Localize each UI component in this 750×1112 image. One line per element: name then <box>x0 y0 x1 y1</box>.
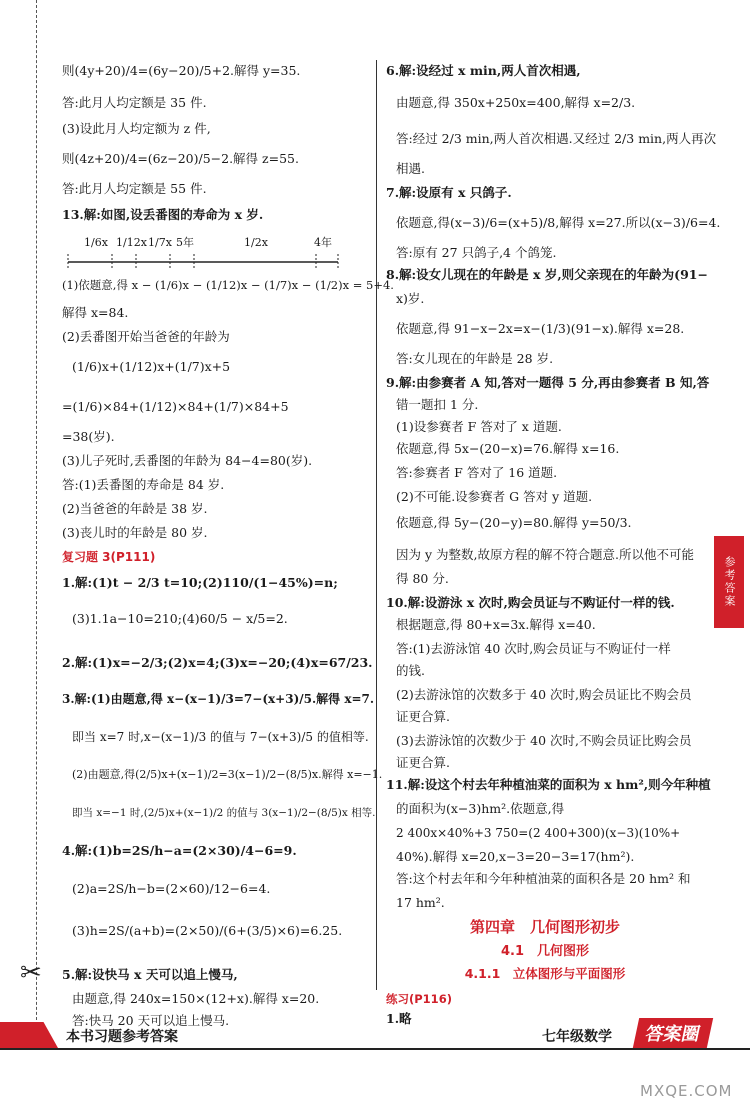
text-line: 17 hm². <box>396 895 445 910</box>
problem-2: 2.解:(1)x=−2/3;(2)x=4;(3)x=−20;(4)x=67/23. <box>62 655 373 670</box>
text-line: x)岁. <box>396 291 425 306</box>
text-line: 答:此月人均定额是 55 件. <box>62 181 207 196</box>
text-line: (2)a=2S/h−b=(2×60)/12−6=4. <box>72 881 271 896</box>
footer-book-title: 本书习题参考答案 <box>66 1029 178 1045</box>
text-line: 依题意,得 5x−(20−x)=76.解得 x=16. <box>396 441 620 456</box>
text-line: (3)h=2S/(a+b)=(2×50)/(6+(3/5)×6)=6.25. <box>72 923 343 938</box>
text-line: (3)去游泳馆的次数少于 40 次时,不购会员证比购会员 <box>396 733 692 748</box>
chapter-title: 第四章 几何图形初步 <box>469 918 620 936</box>
footer-grade: 七年级数学 <box>542 1029 612 1045</box>
timeline-label: 1/6x <box>84 236 108 249</box>
text-line: (2)当爸爸的年龄是 38 岁. <box>62 501 208 516</box>
text-line: 即当 x=−1 时,(2/5)x+(x−1)/2 的值与 3(x−1)/2−(8/5)x 相等. <box>72 807 376 819</box>
timeline-label: 1/12x <box>116 236 147 249</box>
problem-3: 3.解:(1)由题意,得 x−(x−1)/3=7−(x+3)/5.解得 x=7. <box>62 692 375 706</box>
text-line: (1)依题意,得 x − (1/6)x − (1/12)x − (1/7)x − (1/2)x = 5+4. <box>62 278 394 292</box>
text-line: 的钱. <box>396 663 425 678</box>
text-line: 答:此月人均定额是 35 件. <box>62 95 207 110</box>
text-line: =(1/6)×84+(1/12)×84+(1/7)×84+5 <box>62 399 289 414</box>
text-line: 即当 x=7 时,x−(x−1)/3 的值与 7−(x+3)/5 的值相等. <box>72 730 369 744</box>
footer-accent <box>0 1022 58 1048</box>
text-line: (1)设参赛者 F 答对了 x 道题. <box>396 419 562 434</box>
text-line: 则(4y+20)/4=(6y−20)/5+2.解得 y=35. <box>62 63 301 78</box>
problem-1: 1.解:(1)t − 2/3 t=10;(2)110/(1−45%)=n; <box>62 575 338 590</box>
exercise-heading: 练习(P116) <box>386 992 452 1006</box>
problem-5: 5.解:设快马 x 天可以追上慢马, <box>62 967 238 982</box>
footer-rule <box>0 1048 750 1050</box>
problem-11: 11.解:设这个村去年种植油菜的面积为 x hm²,则今年种植 <box>386 777 711 792</box>
problem-10: 10.解:设游泳 x 次时,购会员证与不购证付一样的钱. <box>386 595 675 610</box>
problem-8: 8.解:设女儿现在的年龄是 x 岁,则父亲现在的年龄为(91− <box>386 267 708 282</box>
subsection-title: 4.1.1 立体图形与平面图形 <box>464 966 626 981</box>
text-line: 依题意,得 5y−(20−y)=80.解得 y=50/3. <box>396 515 632 530</box>
text-line: 相遇. <box>396 161 425 176</box>
text-line: (3)丧儿时的年龄是 80 岁. <box>62 525 208 540</box>
timeline-label: 5年 <box>176 236 194 249</box>
text-line: 答:(1)去游泳馆 40 次时,购会员证与不购证付一样 <box>396 641 671 656</box>
watermark: MXQE.COM <box>640 1082 733 1100</box>
scissors-icon: ✂ <box>20 958 42 988</box>
text-line: (3)儿子死时,丢番图的年龄为 84−4=80(岁). <box>62 453 313 468</box>
exercise-answer: 1.略 <box>386 1011 412 1026</box>
text-line: =38(岁). <box>62 429 115 444</box>
text-line: (3)设此月人均定额为 z 件, <box>62 121 211 136</box>
text-line: 解得 x=84. <box>62 305 129 320</box>
problem-7: 7.解:设原有 x 只鸽子. <box>386 185 512 200</box>
text-line: (2)由题意,得(2/5)x+(x−1)/2=3(x−1)/2−(8/5)x.解得 x=−1. <box>72 768 383 781</box>
text-line: 答:原有 27 只鸽子,4 个鸽笼. <box>396 245 557 260</box>
timeline-label: 1/2x <box>244 236 268 249</box>
cut-line <box>36 0 37 1050</box>
text-line: (2)不可能.设参赛者 G 答对 y 道题. <box>396 489 593 504</box>
text-line: 40%).解得 x=20,x−3=20−3=17(hm²). <box>396 849 635 864</box>
timeline-label: 4年 <box>314 236 332 249</box>
text-line: 由题意,得 240x=150×(12+x).解得 x=20. <box>72 991 320 1006</box>
text-line: 依题意,得(x−3)/6=(x+5)/8,解得 x=27.所以(x−3)/6=4. <box>396 215 721 230</box>
text-line: 依题意,得 91−x−2x=x−(1/3)(91−x).解得 x=28. <box>396 321 685 336</box>
text-line: 则(4z+20)/4=(6z−20)/5−2.解得 z=55. <box>62 151 299 166</box>
side-tab: 参考答案 <box>714 536 744 628</box>
problem-6: 6.解:设经过 x min,两人首次相遇, <box>386 63 581 78</box>
text-line: (2)去游泳馆的次数多于 40 次时,购会员证比不购会员 <box>396 687 692 702</box>
text-line: 答:快马 20 天可以追上慢马. <box>72 1013 230 1028</box>
brand-logo <box>633 1018 713 1048</box>
brand-logo-text: 答案圈 <box>643 1024 702 1045</box>
text-line: 答:参赛者 F 答对了 16 道题. <box>396 465 558 480</box>
timeline-label: 1/7x <box>148 236 172 249</box>
text-line: 证更合算. <box>396 709 450 724</box>
problem-4: 4.解:(1)b=2S/h−a=(2×30)/4−6=9. <box>62 843 297 858</box>
text-line: 因为 y 为整数,故原方程的解不符合题意.所以他不可能 <box>396 547 694 562</box>
text-line: 由题意,得 350x+250x=400,解得 x=2/3. <box>396 95 636 110</box>
text-line: 答:这个村去年和今年种植油菜的面积各是 20 hm² 和 <box>396 871 691 886</box>
section-heading: 复习题 3(P111) <box>62 550 156 564</box>
problem-9: 9.解:由参赛者 A 知,答对一题得 5 分,再由参赛者 B 知,答 <box>386 375 710 390</box>
text-line: (1/6)x+(1/12)x+(1/7)x+5 <box>72 359 231 374</box>
section-title: 4.1 几何图形 <box>500 944 590 959</box>
text-line: 证更合算. <box>396 755 450 770</box>
text-line: 得 80 分. <box>396 571 449 586</box>
text-line: 答:女儿现在的年龄是 28 岁. <box>396 351 554 366</box>
text-line: 答:(1)丢番图的寿命是 84 岁. <box>62 477 225 492</box>
text-line: (2)丢番图开始当爸爸的年龄为 <box>62 329 230 344</box>
text-line: 根据题意,得 80+x=3x.解得 x=40. <box>396 617 596 632</box>
text-line: 2 400x×40%+3 750=(2 400+300)(x−3)(10%+ <box>396 826 681 840</box>
text-line: (3)1.1a−10=210;(4)60/5 − x/5=2. <box>72 611 288 626</box>
problem-13: 13.解:如图,设丢番图的寿命为 x 岁. <box>62 207 264 222</box>
text-line: 错一题扣 1 分. <box>396 397 479 412</box>
column-divider <box>376 60 377 990</box>
text-line: 的面积为(x−3)hm².依题意,得 <box>396 801 565 816</box>
text-line: 答:经过 2/3 min,两人首次相遇.又经过 2/3 min,两人再次 <box>396 131 717 146</box>
